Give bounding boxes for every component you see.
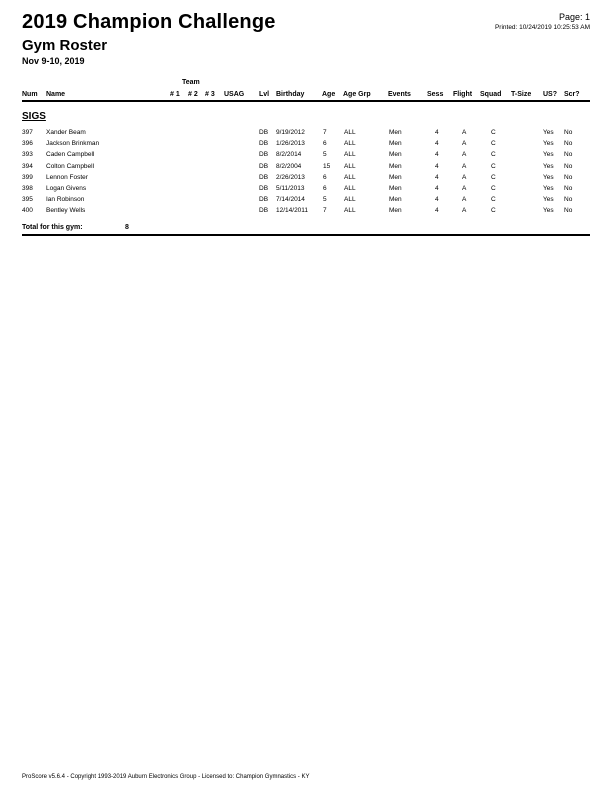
table-row: [0, 207, 612, 218]
cell-sess: 4: [435, 173, 439, 181]
cell-squad: C: [491, 196, 496, 204]
cell-age: 5: [323, 196, 327, 204]
cell-age-grp: ALL: [344, 173, 356, 181]
column-header-age: Age: [322, 91, 336, 98]
gym-total-divider: [22, 234, 590, 236]
cell-flight: A: [462, 151, 467, 159]
cell-events: Men: [389, 173, 402, 181]
cell-age: 7: [323, 207, 327, 215]
cell-lvl: DB: [259, 140, 269, 148]
table-row: [0, 185, 612, 196]
cell-sess: 4: [435, 140, 439, 148]
cell-birthday: 12/14/2011: [276, 207, 309, 215]
cell-flight: A: [462, 185, 467, 192]
cell-birthday: 2/26/2013: [276, 173, 305, 181]
cell-age-grp: ALL: [344, 162, 356, 170]
cell-num: 399: [22, 173, 33, 181]
cell-name: Caden Campbell: [46, 151, 95, 159]
cell-num: 396: [22, 140, 33, 148]
cell-flight: A: [462, 129, 467, 136]
cell-scr: No: [564, 129, 573, 136]
table-row: [0, 174, 612, 185]
cell-squad: C: [491, 185, 496, 192]
cell-us: Yes: [543, 196, 554, 204]
meet-dates: Nov 9-10, 2019: [22, 56, 85, 66]
cell-sess: 4: [435, 151, 439, 159]
cell-age: 7: [323, 129, 327, 136]
cell-name: Logan Givens: [46, 185, 87, 192]
cell-age-grp: ALL: [344, 185, 356, 192]
column-header-scr: Scr?: [564, 91, 580, 98]
cell-num: 398: [22, 185, 33, 192]
column-header-birthday: Birthday: [276, 91, 305, 98]
cell-age-grp: ALL: [344, 140, 356, 148]
cell-name: Xander Beam: [46, 129, 86, 136]
cell-scr: No: [564, 173, 573, 181]
cell-events: Men: [389, 151, 402, 159]
cell-lvl: DB: [259, 207, 269, 215]
table-row: [0, 163, 612, 174]
column-header-lvl: Lvl: [259, 91, 270, 98]
cell-age: 6: [323, 140, 327, 148]
column-header-num: Num: [22, 91, 38, 98]
cell-age: 15: [323, 162, 331, 170]
cell-us: Yes: [543, 185, 554, 192]
cell-lvl: DB: [259, 151, 269, 159]
cell-num: 393: [22, 151, 33, 159]
cell-age: 6: [323, 185, 327, 192]
cell-flight: A: [462, 140, 467, 148]
cell-sess: 4: [435, 129, 439, 136]
table-row: [0, 129, 612, 140]
cell-lvl: DB: [259, 129, 269, 136]
cell-age-grp: ALL: [344, 151, 356, 159]
table-row: [0, 140, 612, 151]
header-divider: [22, 100, 590, 102]
column-header-name: Name: [46, 91, 66, 98]
cell-squad: C: [491, 207, 496, 215]
cell-squad: C: [491, 173, 496, 181]
cell-lvl: DB: [259, 185, 269, 192]
cell-events: Men: [389, 185, 402, 192]
cell-age-grp: ALL: [344, 207, 356, 215]
gym-total-label: Total for this gym:: [22, 224, 83, 231]
cell-events: Men: [389, 196, 402, 204]
footer-copyright: ProScore v5.6.4 - Copyright 1993-2019 Auburn Electronics Group - Licensed to: Champion Gymnastics - KY: [22, 774, 310, 780]
column-header-flight: Flight: [453, 91, 473, 98]
printed-timestamp: Printed: 10/24/2019 10:25:53 AM: [494, 24, 590, 31]
cell-name: Bentley Wells: [46, 207, 86, 215]
cell-scr: No: [564, 140, 573, 148]
cell-events: Men: [389, 207, 402, 215]
column-header-team-group: Team: [182, 79, 200, 86]
cell-scr: No: [564, 185, 573, 192]
cell-lvl: DB: [259, 196, 269, 204]
cell-age-grp: ALL: [344, 129, 356, 136]
cell-events: Men: [389, 162, 402, 170]
cell-birthday: 8/2/2014: [276, 151, 302, 159]
column-header-events: Events: [388, 91, 411, 98]
gym-total-value: 8: [125, 224, 129, 231]
cell-sess: 4: [435, 207, 439, 215]
cell-sess: 4: [435, 196, 439, 204]
cell-squad: C: [491, 140, 496, 148]
cell-us: Yes: [543, 129, 554, 136]
cell-name: Ian Robinson: [46, 196, 85, 204]
column-header-team2: # 2: [188, 91, 198, 98]
cell-us: Yes: [543, 173, 554, 181]
cell-num: 395: [22, 196, 33, 204]
table-row: [0, 196, 612, 207]
cell-squad: C: [491, 162, 496, 170]
cell-flight: A: [462, 196, 467, 204]
cell-age: 5: [323, 151, 327, 159]
cell-sess: 4: [435, 162, 439, 170]
report-subtitle: Gym Roster: [22, 37, 108, 54]
cell-flight: A: [462, 162, 467, 170]
column-header-us: US?: [543, 91, 557, 98]
cell-flight: A: [462, 207, 467, 215]
column-header-team1: # 1: [170, 91, 180, 98]
cell-num: 397: [22, 129, 33, 136]
cell-flight: A: [462, 173, 467, 181]
cell-birthday: 7/14/2014: [276, 196, 305, 204]
cell-us: Yes: [543, 140, 554, 148]
page-number: Page: 1: [558, 12, 590, 22]
cell-squad: C: [491, 129, 496, 136]
cell-name: Jackson Brinkman: [46, 140, 100, 148]
cell-num: 394: [22, 162, 33, 170]
cell-name: Colton Campbell: [46, 162, 95, 170]
report-title: 2019 Champion Challenge: [22, 11, 276, 33]
cell-scr: No: [564, 207, 573, 215]
cell-events: Men: [389, 129, 402, 136]
table-row: [0, 151, 612, 162]
cell-scr: No: [564, 151, 573, 159]
cell-birthday: 1/26/2013: [276, 140, 305, 148]
cell-us: Yes: [543, 207, 554, 215]
cell-birthday: 8/2/2004: [276, 162, 302, 170]
column-header-age-grp: Age Grp: [343, 91, 371, 98]
cell-age: 6: [323, 173, 327, 181]
cell-scr: No: [564, 162, 573, 170]
cell-squad: C: [491, 151, 496, 159]
cell-scr: No: [564, 196, 573, 204]
column-header-squad: Squad: [480, 91, 502, 98]
column-header-team3: # 3: [205, 91, 215, 98]
cell-events: Men: [389, 140, 402, 148]
cell-lvl: DB: [259, 162, 269, 170]
cell-lvl: DB: [259, 173, 269, 181]
cell-birthday: 9/19/2012: [276, 129, 305, 136]
cell-us: Yes: [543, 151, 554, 159]
column-header-usag: USAG: [224, 91, 245, 98]
column-header-sess: Sess: [427, 91, 444, 98]
cell-birthday: 5/11/2013: [276, 185, 305, 192]
cell-name: Lennon Foster: [46, 173, 88, 181]
gym-name: SIGS: [22, 111, 46, 122]
cell-us: Yes: [543, 162, 554, 170]
cell-sess: 4: [435, 185, 439, 192]
cell-age-grp: ALL: [344, 196, 356, 204]
cell-num: 400: [22, 207, 33, 215]
column-header-tsize: T-Size: [511, 91, 532, 98]
